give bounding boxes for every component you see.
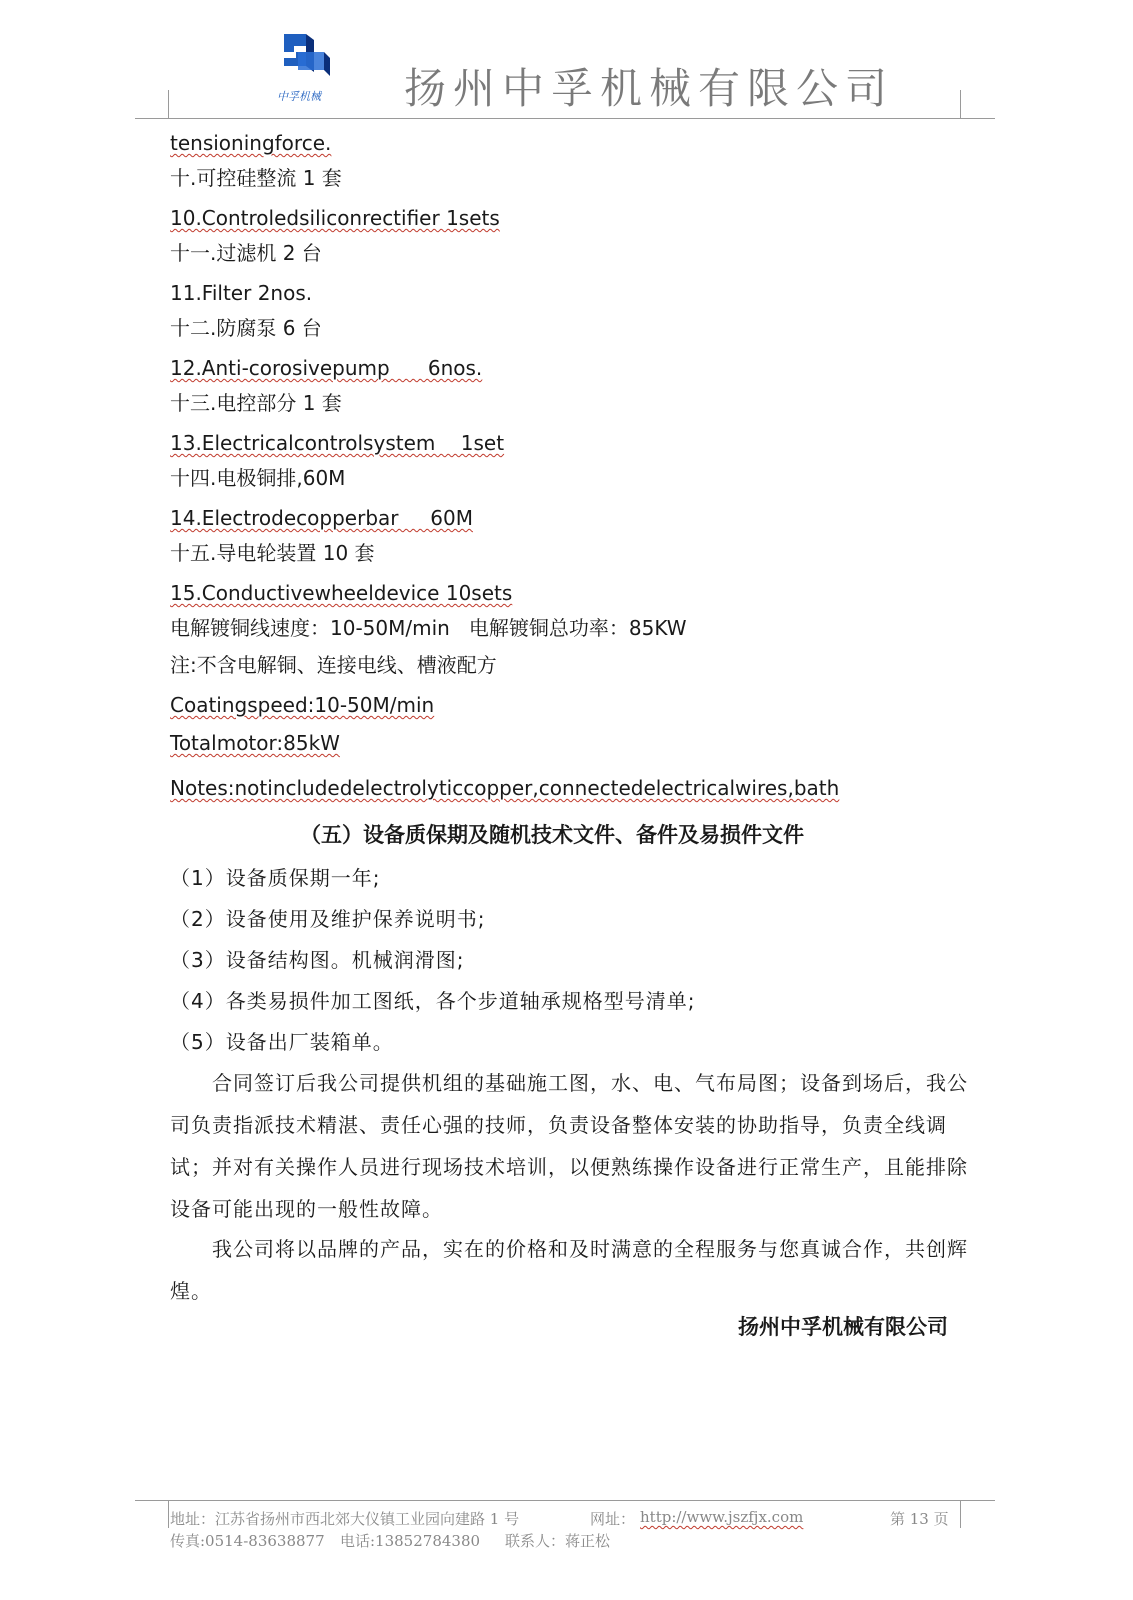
list-item: 十三.电控部分 1 套	[170, 391, 342, 415]
footer-rule-tick-left	[168, 1500, 169, 1528]
logo-text: 中孚机械	[277, 90, 321, 103]
list-item: 十四.电极铜排,60M	[170, 466, 346, 490]
list-item: 注:不含电解铜、连接电线、槽液配方	[170, 653, 497, 677]
list-item: 10.Controledsiliconrectifier 1sets	[170, 206, 500, 230]
list-item: （2）设备使用及维护保养说明书;	[170, 907, 486, 931]
footer-website-link[interactable]: http://www.jszfjx.com	[640, 1508, 804, 1526]
closing-paragraph: 我公司将以品牌的产品，实在的价格和及时满意的全程服务与您真诚合作，共创辉煌。	[170, 1237, 968, 1303]
list-item: 11.Filter 2nos.	[170, 281, 313, 305]
list-item: 15.Conductivewheeldevice 10sets	[170, 581, 513, 605]
list-item: 13.Electricalcontrolsystem 1set	[170, 431, 505, 455]
list-item: （5）设备出厂装箱单。	[170, 1030, 394, 1054]
service-paragraph: 合同签订后我公司提供机组的基础施工图，水、电、气布局图；设备到场后，我公司负责指派技术精湛、责任心强的技师，负责设备整体安装的协助指导，负责全线调试；并对有关操作人员进行现场技术培训，以便熟练操作设备进行正常生产，且能排除设备可能出现的一般性故障。	[170, 1071, 968, 1221]
header-rule	[135, 118, 995, 119]
list-item: 十.可控硅整流 1 套	[170, 166, 342, 190]
list-item: 十一.过滤机 2 台	[170, 241, 322, 265]
footer-phone: 电话:13852784380	[340, 1532, 481, 1550]
footer-rule-tick-right	[960, 1500, 961, 1528]
list-item: （4）各类易损件加工图纸，各个步道轴承规格型号清单;	[170, 989, 696, 1013]
footer-website-label: 网址：	[590, 1510, 636, 1528]
list-item: Totalmotor:85kW	[170, 731, 340, 755]
list-item: Coatingspeed:10-50M/min	[170, 693, 435, 717]
footer-contact: 联系人：蒋正松	[505, 1532, 611, 1550]
list-item: 十二.防腐泵 6 台	[170, 316, 322, 340]
list-item: tensioningforce.	[170, 131, 332, 155]
section-title: （五）设备质保期及随机技术文件、备件及易损件文件	[300, 822, 804, 847]
footer-address: 地址：江苏省扬州市西北郊大仪镇工业园向建路 1 号	[170, 1510, 520, 1528]
signature: 扬州中孚机械有限公司	[738, 1314, 948, 1339]
footer-rule	[135, 1500, 995, 1501]
footer-page-number: 第 13 页	[890, 1510, 949, 1528]
company-title: 扬州中孚机械有限公司	[404, 64, 895, 113]
list-item: 电解镀铜线速度：10-50M/min 电解镀铜总功率：85KW	[170, 616, 687, 640]
list-item: Notes:notincludedelectrolyticcopper,connectedelectricalwires,bath	[170, 776, 840, 800]
header-rule-tick-left	[168, 90, 169, 118]
list-item: （1）设备质保期一年;	[170, 866, 381, 890]
company-logo-icon	[276, 30, 332, 88]
list-item: 十五.导电轮装置 10 套	[170, 541, 375, 565]
list-item: （3）设备结构图。机械润滑图;	[170, 948, 465, 972]
header-rule-tick-right	[960, 90, 961, 118]
footer-fax: 传真:0514-83638877	[170, 1532, 325, 1550]
list-item: 12.Anti-corosivepump 6nos.	[170, 356, 483, 380]
list-item: 14.Electrodecopperbar 60M	[170, 506, 473, 530]
